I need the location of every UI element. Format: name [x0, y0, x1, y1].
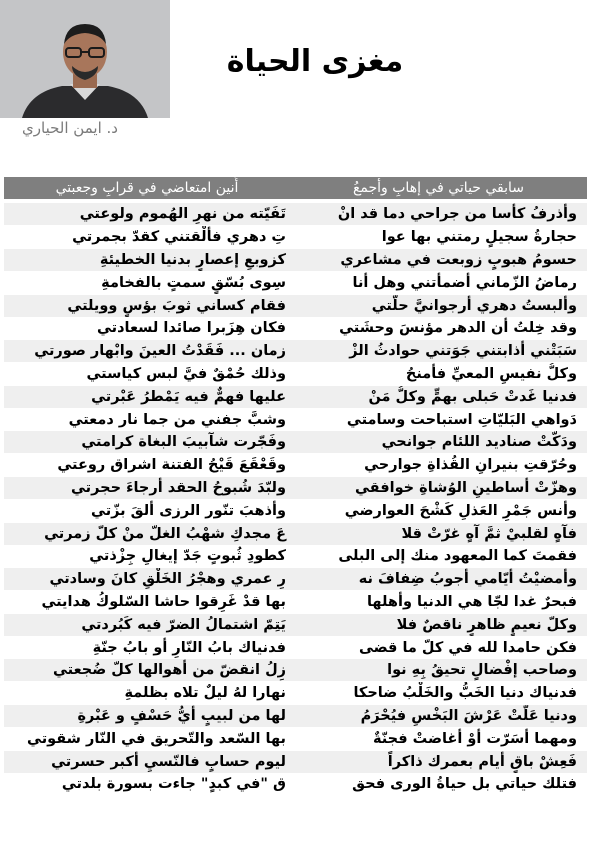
page-title: مغزى الحياة: [226, 44, 404, 79]
verse-row: [4, 294, 587, 317]
verse-second-half: ليوم حسابٍ فالنّسيِ أكبر حسرتي: [4, 751, 290, 773]
verse-first-half: وأمضيْتُ أيّامي أجوبُ ضِفافَ نه: [290, 568, 587, 590]
verse-second-half: كزوبعِ إعصارٍ بدنيا الخطيئةِ: [4, 249, 290, 271]
verse-row: [4, 431, 587, 454]
verse-first-half: فقمتَ كما المعهود منك إلى البلى: [338, 548, 577, 565]
verse-row: [4, 271, 587, 294]
verse-second-half: سِوى بُسّقٍ سمتٍ بالفخامةِ: [101, 274, 286, 291]
poem-header-row: [4, 177, 587, 199]
verse-second-half: ق "في كبدٍ" جاءت بسورة بلدتي: [61, 776, 286, 793]
verse-row: [4, 705, 587, 728]
verse-second-half: لها من لبيبٍ أيُّ حَسْفٍ و عَبْرةِ: [4, 705, 290, 727]
verse-row: [4, 568, 587, 591]
verse-first-half: ودنيا عَلّتْ عَرْشَ البَخْسِ فيُحْرَمُ: [290, 705, 587, 727]
author-photo: [0, 0, 170, 118]
verse-first-half: فدنياك دنيا الخَبُّ والخَلْبُ ضاحكا: [353, 685, 577, 702]
verse-second-half: بها قدْ غَرِقوا حاشا السّلوكُ هدايتي: [41, 593, 286, 610]
verse-second-half: بها السّعد والتّحريق في النّار شقوتي: [27, 730, 286, 747]
verse-first-half: حسومُ هبوبٍ زوبعت في مشاعري: [290, 249, 587, 271]
verse-row: [4, 385, 587, 408]
verse-first-half: حجارةُ سجيلٍ رمتني بها عوا: [381, 229, 577, 246]
verse-second-half: فقام كساني ثوبَ بؤسٍ وويلتي: [4, 295, 290, 317]
verse-first-half: وكلّ نعيمٍ ظاهرٍ ناقصٌ فلا: [290, 614, 587, 636]
verse-first-half: فكن حامدا لله في كلّ ما قضى: [358, 639, 577, 656]
verse-row: [4, 659, 587, 682]
verse-second-half: عليها فهمٌّ فيه يَمْطرُ عَبْرتي: [4, 386, 290, 408]
verse-second-half: نهارا لهُ ليلٌ تلاه بظلمةِ: [124, 685, 286, 702]
verse-row: [4, 340, 587, 363]
verse-first-half: وصاحب إفْضالٍ تحيقُ بِهِ نوا: [290, 659, 587, 681]
verse-row: [4, 363, 587, 386]
verse-row: [4, 477, 587, 500]
verse-second-half: تَفَيّته من نهرِ الهُموم ولوعتي: [4, 203, 290, 225]
verse-second-half: زِلُ انقضّ من أهوالها كلّ ضُجعتي: [4, 659, 290, 681]
verse-first-half: سَبَتْني أذابتني جَوَتني حوادثُ الزْ: [290, 340, 587, 362]
verse-first-half: وألبستُ دهري أرجوانيَّ حلّتي: [290, 295, 587, 317]
verse-row: [4, 226, 587, 249]
verse-second-half: كطودِ ثُبوتٍ جَدّ إيغالِ جِزْذتي: [89, 548, 286, 565]
verse-second-half: فكان هِزَبرا صائدا لسعادتي: [96, 320, 286, 337]
verse-first-half: فتلك حياتي بل حياةُ الورى فحق: [352, 776, 577, 793]
author-name: د. ايمن الحياري: [22, 119, 118, 137]
verse-second-half: وذلك حُمْقٌ فيَّ لبس كياستي: [86, 365, 286, 382]
verse-first-half: ودَكّتْ صناديد اللئام جوانحي: [290, 431, 587, 453]
verse-first-half: وكلُّ نفيسِ المعيِّ فأمنحُ: [405, 365, 577, 382]
verse-row: [4, 636, 587, 659]
header-left: أُنين امتعاضي في قرابِ وجعبتي: [55, 180, 239, 196]
verse-first-half: دَواهي البَليّاتِ استباحت وسامتي: [346, 411, 577, 428]
verse-second-half: يَتِمّ اشتمالُ الضرّ فيه كَبُردتي: [4, 614, 290, 636]
verse-first-half: فبحرٌ غدا لجّا هي الدنيا وأهلها: [366, 593, 577, 610]
verse-row: [4, 454, 587, 477]
verse-first-half: وأذرفُ كأسا من جراحي دما قد انْ: [290, 203, 587, 225]
verse-first-half: وحُرّقتِ بنيرانِ القُذاةِ جوارحي: [364, 457, 577, 474]
verse-row: [4, 499, 587, 522]
author-photo-block: [0, 0, 170, 140]
verse-second-half: وفَجّرت شآبيبَ البغاة كرامتي: [4, 431, 290, 453]
verse-row: [4, 773, 587, 796]
verse-first-half: فَعِشْ باقٍ أيام بعمرك ذاكراً: [290, 751, 587, 773]
verse-first-half: وأنس جَمْرِ العَذلِ كَشْحَ العوارضي: [344, 502, 577, 519]
verse-row: [4, 727, 587, 750]
verse-row: [4, 522, 587, 545]
verse-row: [4, 545, 587, 568]
verse-row: [4, 591, 587, 614]
verse-row: [4, 203, 587, 226]
poem-table: [4, 177, 587, 796]
verse-row: [4, 408, 587, 431]
verse-row: [4, 249, 587, 272]
verse-row: [4, 613, 587, 636]
verse-second-half: وأذهبَ تنّور الرزى ألقَ بزّتي: [91, 502, 286, 519]
verse-second-half: تِ دهري فألْقتني كقدّ بجمرتي: [72, 229, 286, 246]
verse-second-half: ولبّدَ شُبوحُ الحقد أرجاءَ حجرتي: [4, 477, 290, 499]
verse-first-half: فآهٍ لقلبيْ ثمَّ آهٍ غرّتْ قلا: [290, 523, 587, 545]
verse-first-half: وقد خِلتُ أن الدهر مؤنسَ وحشَتي: [339, 320, 577, 337]
verse-first-half: وهزّتْ أساطينِ الوُشاةِ خوافقي: [290, 477, 587, 499]
verse-second-half: فدنياك بابُ النّارِ أو بابُ جنّةِ: [92, 639, 286, 656]
verse-row: [4, 750, 587, 773]
verse-second-half: عَ مجدكِ شهْبُ الغلّ منْ كلّ زمرتي: [4, 523, 290, 545]
verse-first-half: ومهما أسَرّت أوْ أغاضتْ فجنّةٌ: [372, 730, 577, 747]
verse-second-half: زمان ... فَقَدْتُ العينَ وابْهار صورتي: [4, 340, 290, 362]
verse-second-half: وشبَّ جفني من جما نار دمعتي: [68, 411, 286, 428]
verse-first-half: رماضُ الزّماني أضمأتني وهل أنا: [352, 274, 577, 291]
verse-second-half: رِ عمري وهجْرُ الخَلْقِ كانَ وسادتي: [4, 568, 290, 590]
verse-first-half: فدنيا غَدتْ حَبلى بهمٍّ وكلُّ مَنْ: [290, 386, 587, 408]
verse-second-half: وقَعْقَعَ قَيْحُ الفتنة اشراق روعتي: [57, 457, 286, 474]
header-right: سابقي حياتي في إهابِ وأجمعُ: [352, 180, 525, 196]
verse-row: [4, 682, 587, 705]
verse-row: [4, 317, 587, 340]
